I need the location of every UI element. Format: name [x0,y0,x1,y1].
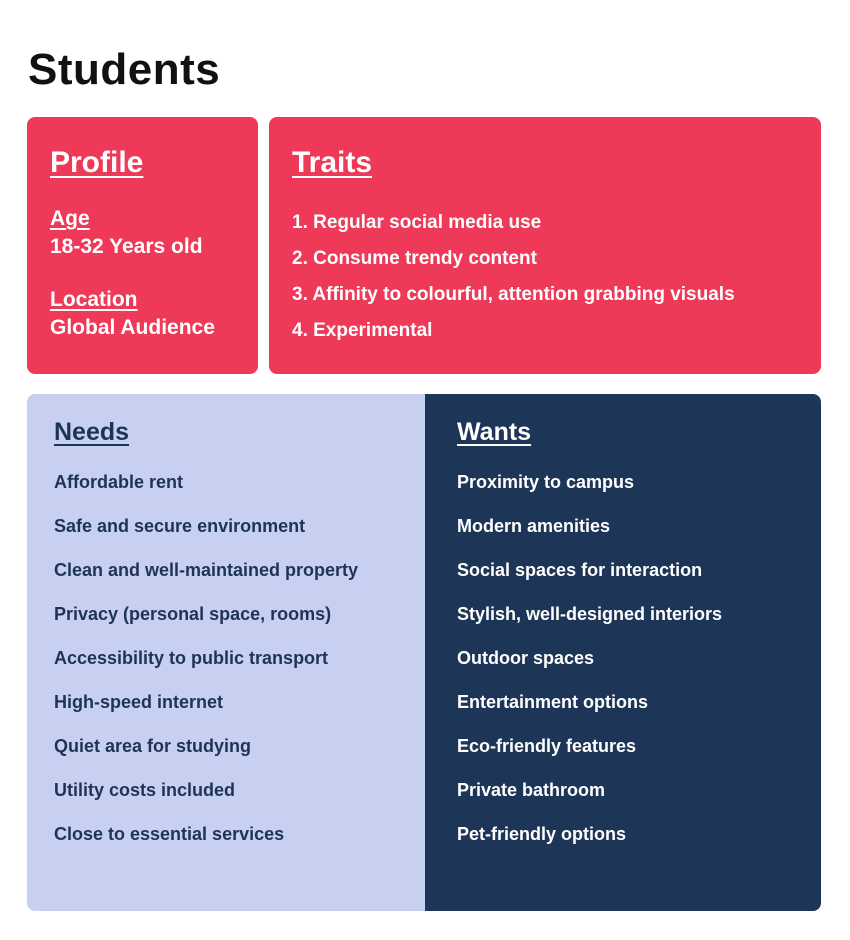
want-item: Proximity to campus [457,472,635,492]
page-title: Students [28,45,221,94]
trait-item: 4. Experimental [292,320,433,341]
need-item: Clean and well-maintained property [54,560,359,580]
wants-list [457,460,722,856]
age-value: 18-32 Years old [50,235,203,258]
want-item: Modern amenities [457,516,611,536]
want-item: Entertainment options [457,692,649,712]
need-item: High-speed internet [54,692,224,712]
need-item: Utility costs included [54,780,236,800]
want-item: Stylish, well-designed interiors [457,604,723,624]
traits-heading: Traits [292,146,373,179]
want-item: Social spaces for interaction [457,560,703,580]
need-item: Safe and secure environment [54,516,306,536]
want-item: Private bathroom [457,780,606,800]
need-item: Accessibility to public transport [54,648,329,668]
location-value: Global Audience [50,316,215,339]
trait-item: 3. Affinity to colourful, attention grabbing visuals [292,284,735,305]
age-field [50,205,203,261]
need-item: Privacy (personal space, rooms) [54,604,332,624]
need-item: Affordable rent [54,472,184,492]
needs-wants-panel [27,394,821,911]
profile-card [27,117,258,374]
need-item: Quiet area for studying [54,736,252,756]
age-label: Age [50,207,90,230]
needs-heading: Needs [54,418,130,446]
needs-list [54,460,358,856]
traits-card [269,117,821,374]
need-item: Close to essential services [54,824,285,844]
location-label: Location [50,288,138,311]
wants-heading: Wants [457,418,532,446]
want-item: Outdoor spaces [457,648,595,668]
location-field [50,286,215,342]
needs-column [27,394,425,911]
wants-column [425,394,821,911]
traits-list [292,205,735,349]
want-item: Eco-friendly features [457,736,637,756]
profile-heading: Profile [50,146,144,179]
trait-item: 1. Regular social media use [292,212,542,233]
trait-item: 2. Consume trendy content [292,248,537,269]
want-item: Pet-friendly options [457,824,627,844]
